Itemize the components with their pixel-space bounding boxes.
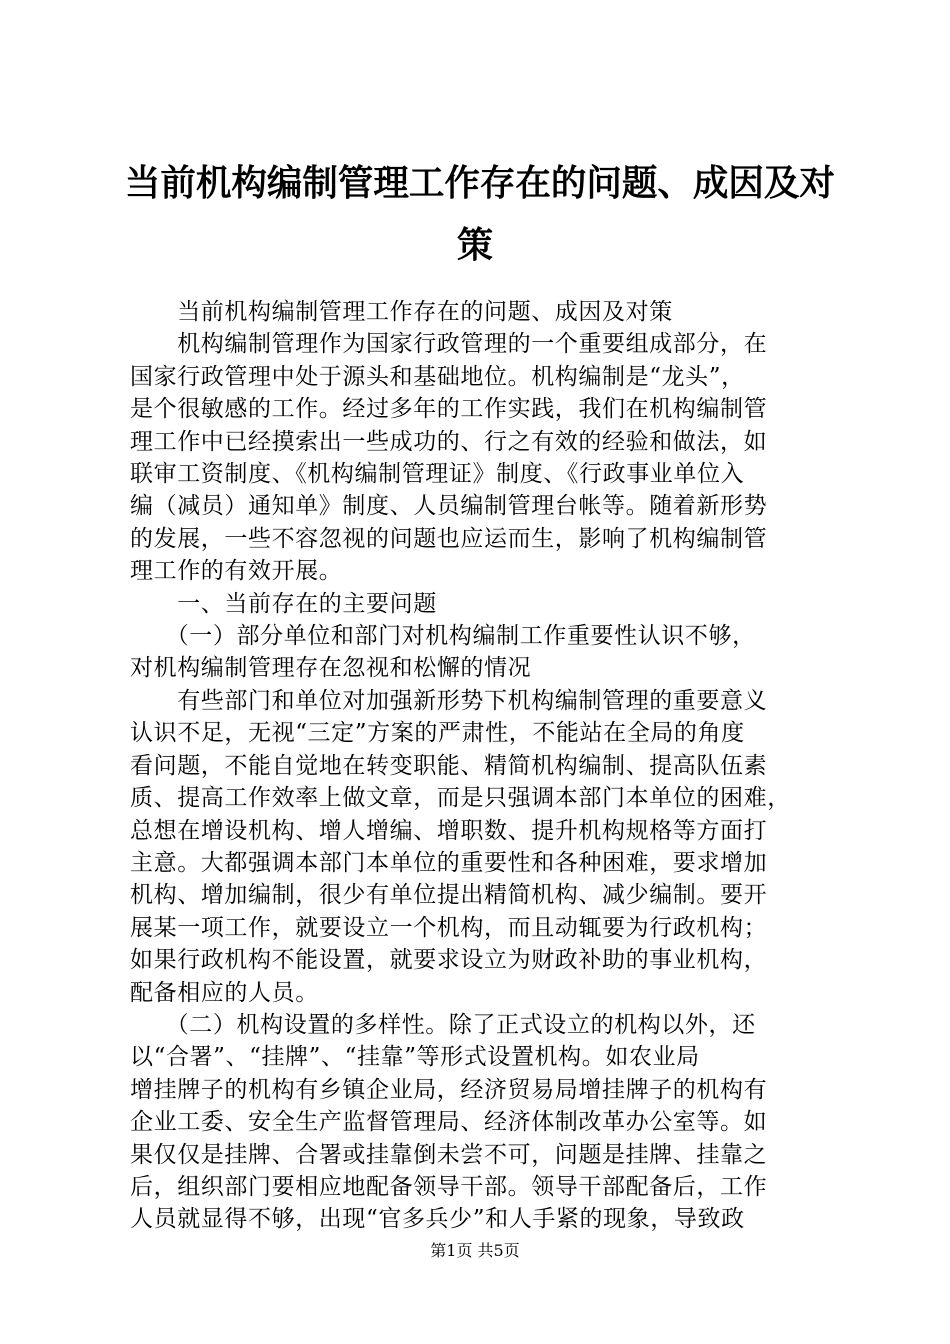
body-text-line: 如果行政机构不能设置，就要求设立为财政补助的事业机构，: [130, 947, 768, 974]
body-text-line: 总想在增设机构、增人增编、增职数、提升机构规格等方面打: [130, 817, 768, 844]
body-text-line: 果仅仅是挂牌、合署或挂靠倒未尝不可，问题是挂牌、挂靠之: [130, 1141, 768, 1168]
body-text-line: 编（减员）通知单》制度、人员编制管理台帐等。随着新形势: [130, 493, 768, 520]
body-text-line: 对机构编制管理存在忽视和松懈的情况: [130, 655, 532, 682]
body-text-line: 国家行政管理中处于源头和基础地位。机构编制是“龙头”，: [130, 363, 745, 390]
body-text-line: 人员就显得不够，出现“官多兵少”和人手紧的现象，导致政: [130, 1206, 745, 1233]
document-body: [130, 296, 830, 1236]
body-text-line: （一）部分单位和部门对机构编制工作重要性认识不够，: [130, 623, 756, 650]
page-footer: 第1页 共5页: [430, 1241, 520, 1260]
body-text-line: 理工作的有效开展。: [130, 558, 343, 585]
body-text-line: 主意。大都强调本部门本单位的重要性和各种困难，要求增加: [130, 849, 768, 876]
body-text-line: 理工作中已经摸索出一些成功的、行之有效的经验和做法，如: [130, 428, 768, 455]
document-title: [120, 152, 835, 276]
body-text-line: 质、提高工作效率上做文章，而是只强调本部门本单位的困难，: [130, 785, 791, 812]
body-text-line: 认识不足，无视“三定”方案的严肃性，不能站在全局的角度: [130, 720, 745, 747]
body-text-line: 以“合署”、“挂牌”、“挂靠”等形式设置机构。如农业局: [130, 1044, 700, 1071]
body-text-line: 一、当前存在的主要问题: [130, 590, 437, 617]
body-text-line: 看问题，不能自觉地在转变职能、精简机构编制、提高队伍素: [130, 752, 768, 779]
title-line: 策: [456, 224, 493, 266]
body-text-line: 机构、增加编制，很少有单位提出精简机构、减少编制。要开: [130, 882, 768, 909]
body-text-line: 展某一项工作，就要设立一个机构，而且动辄要为行政机构；: [130, 914, 768, 941]
body-text-line: （二）机构设置的多样性。除了正式设立的机构以外，还: [130, 1011, 756, 1038]
body-text-line: 后，组织部门要相应地配备领导干部。领导干部配备后，工作: [130, 1173, 768, 1200]
body-text-line: 联审工资制度、《机构编制管理证》制度、《行政事业单位入: [130, 461, 745, 488]
body-text-line: 是个很敏感的工作。经过多年的工作实践，我们在机构编制管: [130, 396, 768, 423]
body-text-line: 有些部门和单位对加强新形势下机构编制管理的重要意义: [130, 687, 768, 714]
body-text-line: 当前机构编制管理工作存在的问题、成因及对策: [130, 299, 673, 325]
body-text-line: 的发展，一些不容忽视的问题也应运而生，影响了机构编制管: [130, 525, 768, 552]
body-text-line: 企业工委、安全生产监督管理局、经济体制改革办公室等。如: [130, 1109, 768, 1136]
title-line: 当前机构编制管理工作存在的问题、成因及对: [124, 162, 835, 204]
body-text-line: 配备相应的人员。: [130, 979, 319, 1006]
body-text-line: 增挂牌子的机构有乡镇企业局，经济贸易局增挂牌子的机构有: [130, 1076, 768, 1103]
body-text-line: 机构编制管理作为国家行政管理的一个重要组成部分，在: [130, 331, 768, 358]
